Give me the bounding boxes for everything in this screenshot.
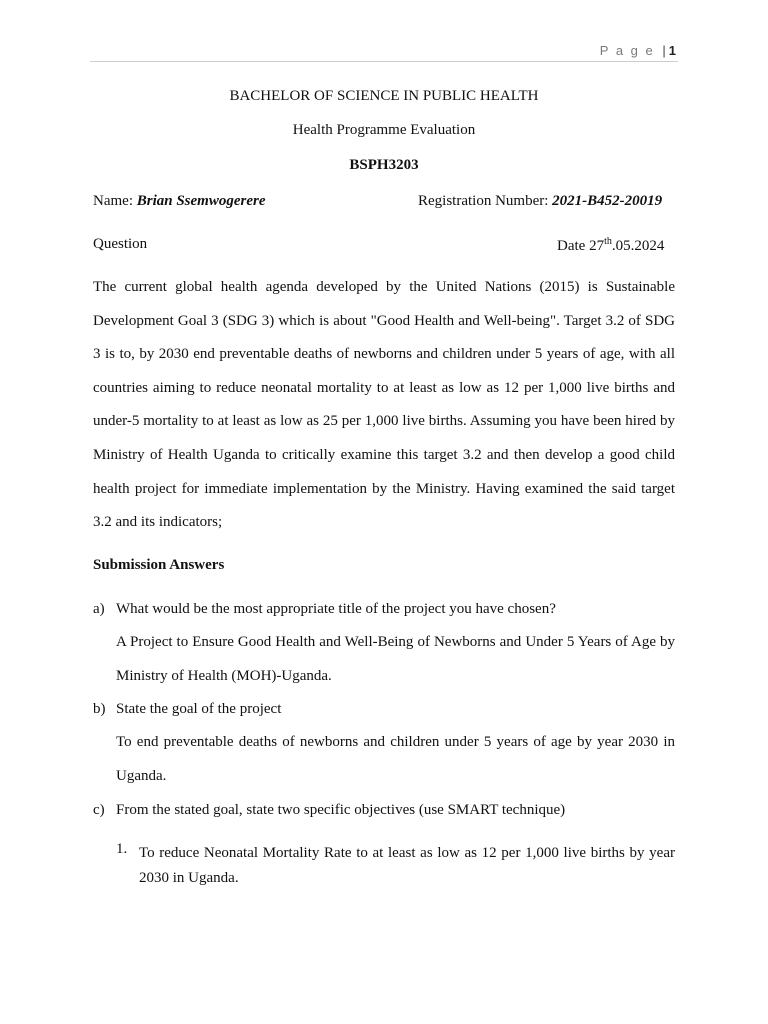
item-label: b)	[93, 701, 106, 717]
item-b-answer	[116, 726, 675, 793]
submission-heading: Submission Answers	[93, 557, 225, 573]
course-code: BSPH3203	[349, 157, 419, 173]
student-name: Brian Ssemwogerere	[136, 193, 266, 209]
item-question-text: From the stated goal, state two specific objectives (use SMART technique)	[116, 802, 566, 818]
page-number-label	[600, 43, 676, 58]
item-label: a)	[93, 601, 105, 617]
objective-number: 1.	[116, 841, 128, 857]
item-answer-text: To end preventable deaths of newborns and children under 5 years of age by year 2030 in Uganda.	[116, 734, 675, 784]
student-name-line	[93, 193, 266, 210]
item-answer-text: A Project to Ensure Good Health and Well-Being of Newborns and Under 5 Years of Age by Ministry of Health (MOH)-Uganda.	[116, 634, 675, 684]
registration-number: 2021-B452-20019	[552, 193, 663, 209]
date-line	[557, 236, 664, 255]
question-label: Question	[93, 236, 148, 252]
degree-title: BACHELOR OF SCIENCE IN PUBLIC HEALTH	[229, 88, 539, 104]
item-a-answer	[116, 626, 675, 693]
question-paragraph	[93, 271, 675, 540]
page-number: 1	[668, 43, 676, 58]
item-label: c)	[93, 802, 105, 818]
registration-line	[418, 193, 662, 210]
page-header	[90, 43, 678, 62]
question-text: The current global health agenda developed by the United Nations (2015) is Sustainable Development Goal 3 (SDG 3) which is about "Good Health and Well-being". Target 3.2 of SDG 3 is to, by 2030 end preventable deaths of newborns and children under 5 years of age, with all countries aiming to reduce neonatal mortality to at least as low as 12 per 1,000 live births and under-5 mortality to at least as low as 25 per 1,000 live births. Assuming you have been hired by Ministry of Health Uganda to critically examine this target 3.2 and then develop a good child health project for immediate implementation by the Ministry. Having examined the said target 3.2 and its indicators;	[93, 279, 675, 531]
registration-label: Registration Number:	[418, 193, 549, 209]
page-word: P a g e	[599, 43, 655, 58]
name-label: Name:	[93, 193, 133, 209]
date-ordinal: th	[604, 236, 612, 247]
date-label: Date 27	[557, 238, 605, 254]
page-separator: |	[662, 43, 666, 58]
objective-text: To reduce Neonatal Mortality Rate to at least as low as 12 per 1,000 live births by year 2030 in Uganda.	[139, 845, 675, 886]
course-title: Health Programme Evaluation	[292, 122, 476, 138]
date-rest: .05.2024	[611, 238, 665, 254]
item-question-text: State the goal of the project	[116, 701, 282, 717]
item-question-text: What would be the most appropriate title of the project you have chosen?	[116, 601, 556, 617]
